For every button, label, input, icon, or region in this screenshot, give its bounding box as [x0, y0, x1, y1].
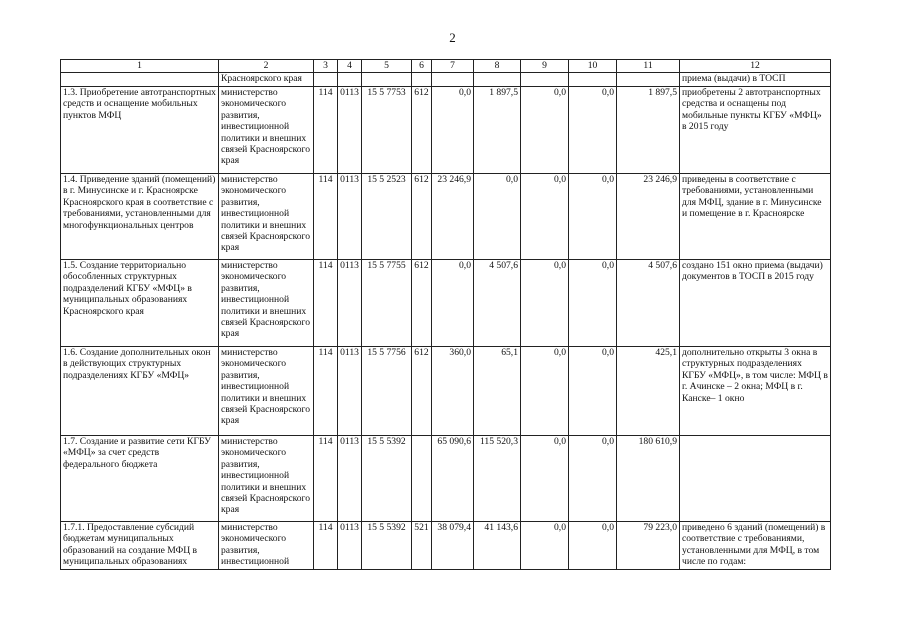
value-col7: 65 090,6 [432, 436, 474, 522]
table-row [61, 347, 831, 436]
value-col10: 0,0 [569, 87, 617, 174]
expected-result: дополнительно открыты 3 окна в структурных подразделениях КГБУ «МФЦ», в том числе: МФЦ в г. Ачинске – 2 окна; МФЦ в г. Канске– 1 окно [680, 347, 831, 436]
value-col7: 360,0 [432, 347, 474, 436]
value-col8: 41 143,6 [474, 522, 521, 570]
value-col9: 0,0 [521, 87, 569, 174]
value-col8: 4 507,6 [474, 260, 521, 347]
value-col9: 0,0 [521, 522, 569, 570]
column-header: 12 [680, 60, 831, 73]
continuation-result: приема (выдачи) в ТОСП [680, 73, 831, 87]
value-col7: 0,0 [432, 260, 474, 347]
rzpr-code: 0113 [338, 522, 362, 570]
administrator: министерство экономического развития, инвестиционной [219, 522, 314, 570]
grbs-code: 114 [314, 260, 338, 347]
continuation-admin: Красноярского края [219, 73, 314, 87]
value-col9: 0,0 [521, 260, 569, 347]
measure-name: 1.7.1. Предоставление субсидий бюджетам муниципальных образований на создание МФЦ в муниципальных образованиях [61, 522, 219, 570]
value-col8: 1 897,5 [474, 87, 521, 174]
table-row [61, 87, 831, 174]
vr-code: 612 [412, 174, 432, 260]
administrator: министерство экономического развития, инвестиционной политики и внешних связей Красноярского края [219, 347, 314, 436]
column-header: 1 [61, 60, 219, 73]
table-row [61, 260, 831, 347]
column-header: 4 [338, 60, 362, 73]
expected-result [680, 436, 831, 522]
value-total: 1 897,5 [617, 87, 680, 174]
measure-name: 1.3. Приобретение автотранспортных средств и оснащение мобильных пунктов МФЦ [61, 87, 219, 174]
value-col10: 0,0 [569, 174, 617, 260]
column-header: 8 [474, 60, 521, 73]
value-total: 180 610,9 [617, 436, 680, 522]
budget-table [60, 59, 831, 570]
csr-code: 15 5 5392 [362, 436, 412, 522]
column-header: 5 [362, 60, 412, 73]
grbs-code: 114 [314, 347, 338, 436]
measure-name: 1.6. Создание дополнительных окон в действующих структурных подразделениях КГБУ «МФЦ» [61, 347, 219, 436]
vr-code [412, 436, 432, 522]
table-row [61, 522, 831, 570]
rzpr-code: 0113 [338, 260, 362, 347]
grbs-code: 114 [314, 174, 338, 260]
grbs-code: 114 [314, 436, 338, 522]
column-header: 9 [521, 60, 569, 73]
administrator: министерство экономического развития, инвестиционной политики и внешних связей Красноярского края [219, 436, 314, 522]
rzpr-code: 0113 [338, 174, 362, 260]
vr-code: 521 [412, 522, 432, 570]
grbs-code: 114 [314, 87, 338, 174]
column-header: 2 [219, 60, 314, 73]
vr-code: 612 [412, 87, 432, 174]
column-number-row [61, 60, 831, 73]
column-header: 3 [314, 60, 338, 73]
expected-result: приведены в соответствие с требованиями, установленными для МФЦ, здание в г. Минусинске и помещение в г. Красноярске [680, 174, 831, 260]
measure-name: 1.7. Создание и развитие сети КГБУ «МФЦ» за счет средств федерального бюджета [61, 436, 219, 522]
value-col8: 115 520,3 [474, 436, 521, 522]
column-header: 7 [432, 60, 474, 73]
rzpr-code: 0113 [338, 347, 362, 436]
column-header: 10 [569, 60, 617, 73]
value-total: 23 246,9 [617, 174, 680, 260]
value-col10: 0,0 [569, 436, 617, 522]
administrator: министерство экономического развития, инвестиционной политики и внешних связей Красноярского края [219, 87, 314, 174]
continuation-row [61, 73, 831, 87]
expected-result: приведено 6 зданий (помещений) в соответствие с требованиями, установленными для МФЦ, в том числе по годам: [680, 522, 831, 570]
csr-code: 15 5 7756 [362, 347, 412, 436]
value-total: 425,1 [617, 347, 680, 436]
csr-code: 15 5 2523 [362, 174, 412, 260]
column-header: 6 [412, 60, 432, 73]
value-total: 4 507,6 [617, 260, 680, 347]
vr-code: 612 [412, 260, 432, 347]
value-col8: 65,1 [474, 347, 521, 436]
value-col10: 0,0 [569, 347, 617, 436]
value-col7: 0,0 [432, 87, 474, 174]
page-number: 2 [449, 30, 456, 45]
value-col10: 0,0 [569, 260, 617, 347]
value-col9: 0,0 [521, 174, 569, 260]
value-col10: 0,0 [569, 522, 617, 570]
csr-code: 15 5 7755 [362, 260, 412, 347]
rzpr-code: 0113 [338, 436, 362, 522]
column-header: 11 [617, 60, 680, 73]
csr-code: 15 5 7753 [362, 87, 412, 174]
value-col7: 23 246,9 [432, 174, 474, 260]
administrator: министерство экономического развития, инвестиционной политики и внешних связей Красноярского края [219, 260, 314, 347]
value-total: 79 223,0 [617, 522, 680, 570]
measure-name: 1.4. Приведение зданий (помещений) в г. Минусинске и г. Красноярске Красноярского края в соответствие с требованиями, установленными для многофункциональных центров [61, 174, 219, 260]
value-col8: 0,0 [474, 174, 521, 260]
value-col7: 38 079,4 [432, 522, 474, 570]
csr-code: 15 5 5392 [362, 522, 412, 570]
vr-code: 612 [412, 347, 432, 436]
rzpr-code: 0113 [338, 87, 362, 174]
grbs-code: 114 [314, 522, 338, 570]
expected-result: приобретены 2 автотранспортных средства и оснащены под мобильные пункты КГБУ «МФЦ» в 2015 году [680, 87, 831, 174]
expected-result: создано 151 окно приема (выдачи) документов в ТОСП в 2015 году [680, 260, 831, 347]
administrator: министерство экономического развития, инвестиционной политики и внешних связей Красноярского края [219, 174, 314, 260]
measure-name: 1.5. Создание территориально обособленных структурных подразделений КГБУ «МФЦ» в муниципальных образованиях Красноярского края [61, 260, 219, 347]
value-col9: 0,0 [521, 347, 569, 436]
value-col9: 0,0 [521, 436, 569, 522]
table-row [61, 174, 831, 260]
table-row [61, 436, 831, 522]
